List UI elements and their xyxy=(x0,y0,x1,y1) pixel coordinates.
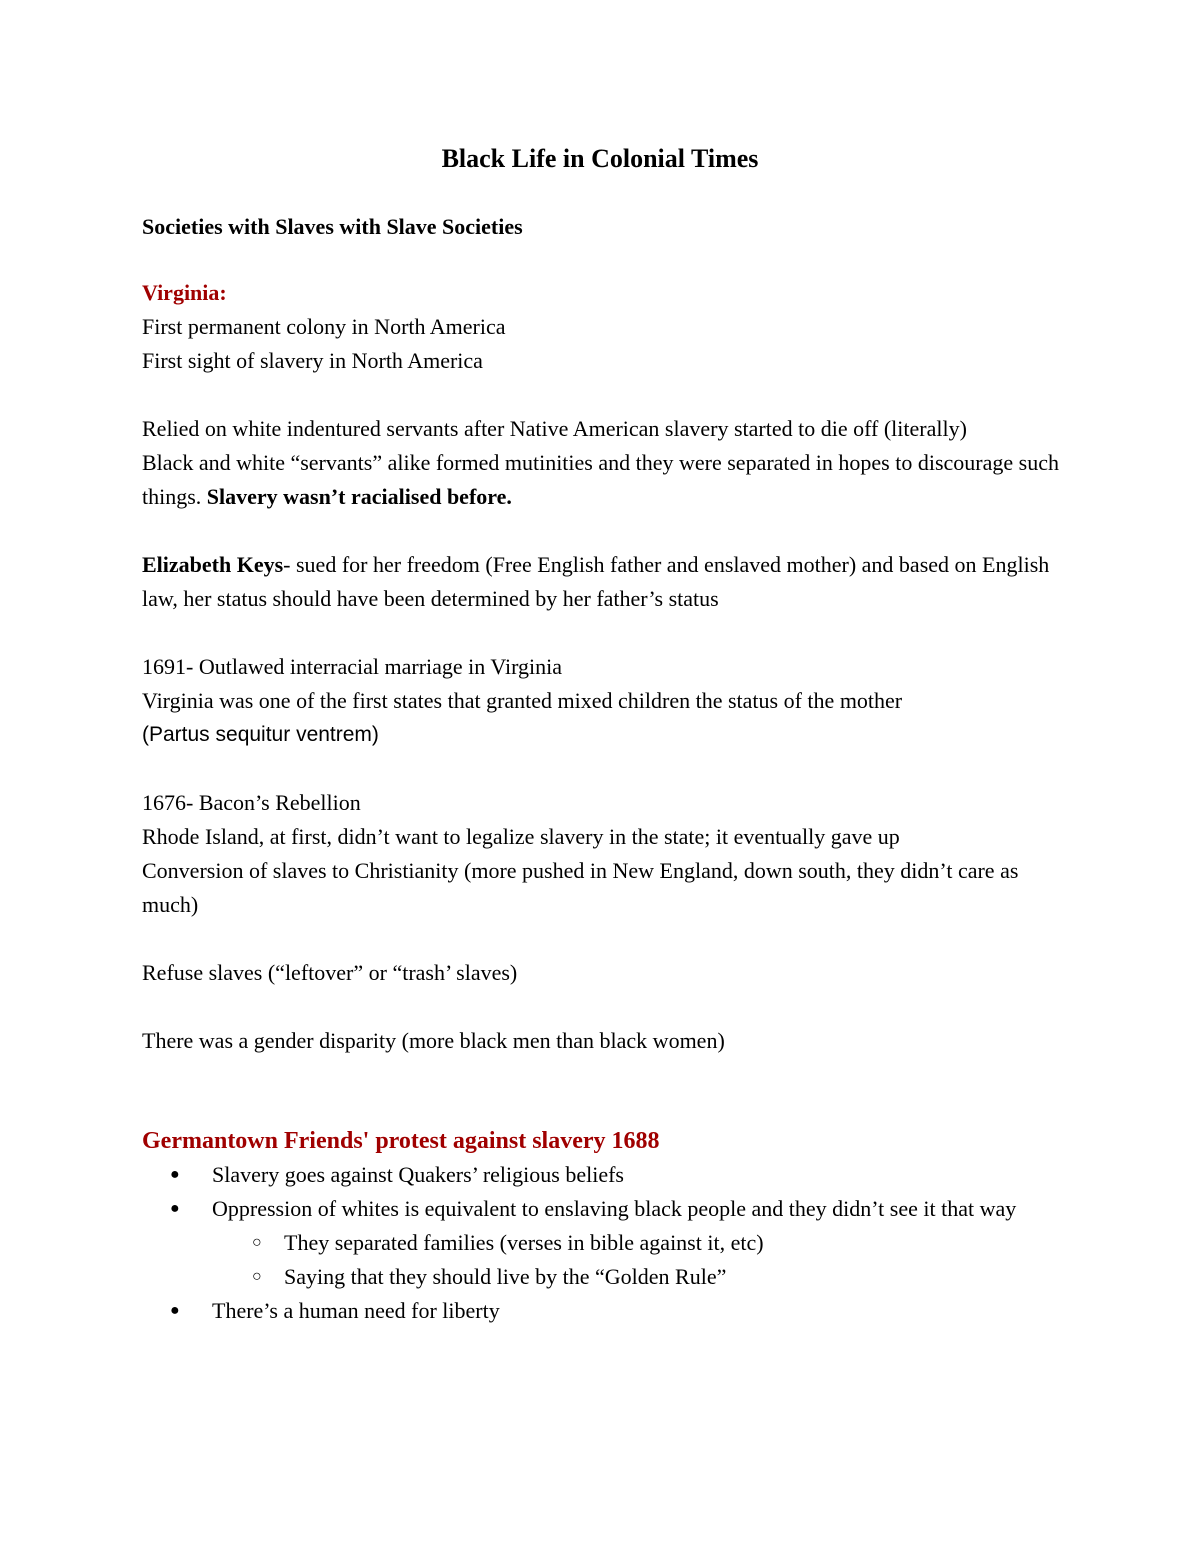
sub-list-item xyxy=(212,1226,1062,1260)
list-item-text: There’s a human need for liberty xyxy=(212,1298,500,1323)
spacer xyxy=(142,990,1062,1024)
spacer xyxy=(142,616,1062,650)
bullet-icon: ● xyxy=(170,1302,180,1319)
mutinities-text: Black and white “servants” alike formed mutinities and they were separated in hopes to discourage such things. xyxy=(142,450,1059,509)
virginia-line-1: First permanent colony in North America xyxy=(142,314,506,339)
list-item xyxy=(142,1192,1062,1294)
bullet-icon: ● xyxy=(170,1200,180,1217)
refuse-slaves-paragraph: Refuse slaves (“leftover” or “trash’ slaves) xyxy=(142,960,518,985)
germantown-heading: Germantown Friends' protest against slavery 1688 xyxy=(142,1128,660,1154)
law-1691: 1691- Outlawed interracial marriage in Virginia xyxy=(142,654,562,679)
document-body xyxy=(142,140,1062,1328)
elizabeth-keys-name: Elizabeth Keys xyxy=(142,552,284,577)
spacer xyxy=(142,752,1062,786)
hollow-bullet-icon: ○ xyxy=(252,1268,262,1285)
rhode-island-paragraph: Rhode Island, at first, didn’t want to legalize slavery in the state; it eventually gave up xyxy=(142,824,900,849)
sub-list-item-text: Saying that they should live by the “Golden Rule” xyxy=(284,1264,727,1289)
mixed-children-paragraph: Virginia was one of the first states that granted mixed children the status of the mother xyxy=(142,688,903,713)
elizabeth-keys-paragraph xyxy=(142,548,1062,616)
gender-disparity-paragraph: There was a gender disparity (more black men than black women) xyxy=(142,1028,725,1053)
section-subtitle: Societies with Slaves with Slave Societies xyxy=(142,214,523,239)
spacer xyxy=(142,514,1062,548)
spacer xyxy=(142,922,1062,956)
sub-list-item xyxy=(212,1260,1062,1294)
bacons-rebellion: 1676- Bacon’s Rebellion xyxy=(142,790,361,815)
list-item xyxy=(142,1294,1062,1328)
list-item xyxy=(142,1158,1062,1192)
conversion-paragraph: Conversion of slaves to Christianity (more pushed in New England, down south, they didn’t care as much) xyxy=(142,858,1019,917)
germantown-sub-list xyxy=(212,1226,1062,1294)
spacer xyxy=(142,378,1062,412)
indentured-servants-paragraph: Relied on white indentured servants after Native American slavery started to die off (literally) xyxy=(142,416,967,441)
spacer xyxy=(142,1058,1062,1124)
virginia-line-2: First sight of slavery in North America xyxy=(142,348,483,373)
sub-list-item-text: They separated families (verses in bible against it, etc) xyxy=(284,1230,764,1255)
hollow-bullet-icon: ○ xyxy=(252,1234,262,1251)
virginia-heading: Virginia: xyxy=(142,280,227,305)
elizabeth-keys-text: - sued for her freedom (Free English father and enslaved mother) and based on English law, her status should have been determined by her father’s status xyxy=(142,552,1050,611)
bullet-icon: ● xyxy=(170,1166,180,1183)
list-item-text: Oppression of whites is equivalent to enslaving black people and they didn’t see it that way xyxy=(212,1196,1017,1221)
list-item-text: Slavery goes against Quakers’ religious beliefs xyxy=(212,1162,624,1187)
racialised-bold-text: Slavery wasn’t racialised before. xyxy=(206,484,512,509)
document-title: Black Life in Colonial Times xyxy=(441,144,759,173)
mutinities-paragraph xyxy=(142,446,1062,514)
germantown-bullet-list xyxy=(142,1158,1062,1328)
partus-sequitur-ventrem: (Partus sequitur ventrem) xyxy=(142,723,379,746)
